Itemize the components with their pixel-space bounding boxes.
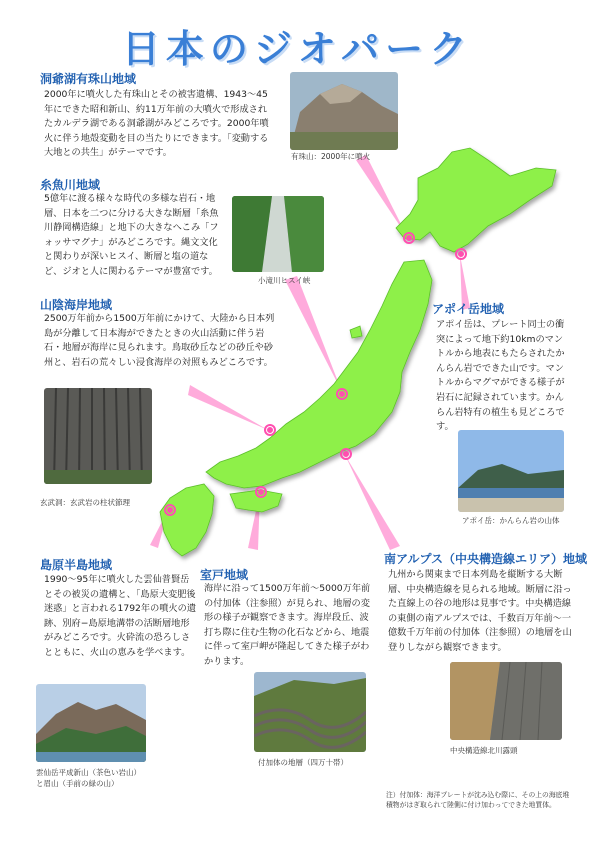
section-body-itoigawa: 5億年に渡る様々な時代の多様な岩石・地層、日本を二つに分ける大きな断層「糸魚川静岡構造線」と地下の大きなへこみ「フォッサマグナ」がみどころです。縄文文化と関わりが深いヒスイ、断層と塩の道など、ジオと人に関わるテーマが豊富です。 [44, 193, 219, 277]
section-body-sanin: 2500万年前から1500万年前にかけて、大陸から日本列島が分離して日本海ができたときの火山活動に伴う岩石・地層が海岸に見られます。鳥取砂丘などの砂丘や砂州と、岩石の荒々しい浸食海岸の対照もみどころです。 [44, 313, 275, 368]
section-title-muroto: 室戸地域 [200, 568, 249, 582]
page-title: 日本のジオパーク [121, 27, 474, 71]
section-body-apoi: アポイ岳は、プレート同士の衝突によって地下約10kmのマントルから地表にもたらされたかんらん岩でできた山です。マントルからマグマができる様子が岩石に記録されています。かんらん岩特有の植生も見どころです。 [436, 319, 565, 433]
photo-muroto [254, 672, 366, 752]
footnote: 注）付加体：海洋プレートが沈み込む際に、その上の海底堆積物がはぎ取られて陸側に付け加わってできた地質体。 [386, 791, 570, 809]
caption-unzen-1: 雲仙岳平成新山（茶色い岩山） [36, 768, 141, 777]
section-body-toya: 2000年に噴火した有珠山とその被害遺構、1943〜45年にできた昭和新山、約11万年前の大噴火で形成されたカルデラ湖である洞爺湖がみどころです。2000年噴火に伴う地殻変動を目の当たりにできます。「変動する大地との共生」がテーマです。 [44, 89, 269, 159]
beam-itoigawa [285, 276, 342, 392]
photo-apoi [458, 430, 564, 512]
photo-kotakigawa [232, 196, 324, 272]
caption-muroto: 付加体の地層（四万十帯） [258, 758, 348, 767]
hokkaido [396, 148, 556, 252]
honshu [206, 260, 432, 488]
section-title-shimabara: 島原半島地域 [40, 558, 113, 572]
beam-minami [345, 455, 400, 550]
caption-kitagawa: 中央構造線北川露頭 [450, 746, 518, 755]
caption-usuzan: 有珠山：2000年に噴火 [291, 152, 371, 161]
section-title-apoi: アポイ岳地域 [432, 302, 505, 316]
photo-genbudo [44, 388, 152, 484]
caption-unzen-2: と眉山（手前の緑の山） [36, 779, 119, 788]
section-title-minami-alps: 南アルプス（中央構造線エリア）地域 [384, 552, 588, 566]
section-title-sanin: 山陰海岸地域 [40, 298, 113, 312]
caption-genbudo: 玄武洞：玄武岩の柱状節理 [40, 498, 130, 507]
section-body-shimabara: 1990〜95年に噴火した雲仙普賢岳とその被災の遺構と、「島原大変肥後迷惑」と言われる1792年の噴火の遺跡、別府−島原地溝帯の活断層地形がみどころです。火砕流の恐ろしさとともに、火山の恵みを学べます。 [44, 574, 197, 658]
beam-sanin [188, 385, 268, 430]
caption-kotakigawa: 小滝川ヒスイ峡 [258, 276, 311, 285]
section-title-itoigawa: 糸魚川地域 [40, 178, 101, 192]
section-title-toya: 洞爺湖有珠山地域 [40, 72, 137, 86]
section-body-muroto: 海岸に沿って1500万年前〜5000万年前の付加体（注参照）が見られ、地層の変形の様子が観察できます。海岸段丘、波打ち際に住む生物の化石などから、地震に伴って室戸岬が隆起してきた様子がわかります。 [204, 583, 371, 667]
section-body-minami-alps: 九州から関東まで日本列島を縦断する大断層、中央構造線を見られる地域。断層に沿った直線上の谷の地形は見事です。中央構造線の東側の南アルプスでは、千数百万年前〜一億数千万年前の付加体（注参照）の地層を山登りしながら観察できます。 [388, 569, 572, 653]
sado [350, 326, 362, 338]
kyushu [160, 484, 214, 556]
photo-unzen [36, 684, 146, 762]
caption-apoi: アポイ岳：かんらん岩の山体 [462, 516, 560, 525]
photo-kitagawa [450, 662, 562, 740]
photo-usuzan [290, 72, 398, 150]
